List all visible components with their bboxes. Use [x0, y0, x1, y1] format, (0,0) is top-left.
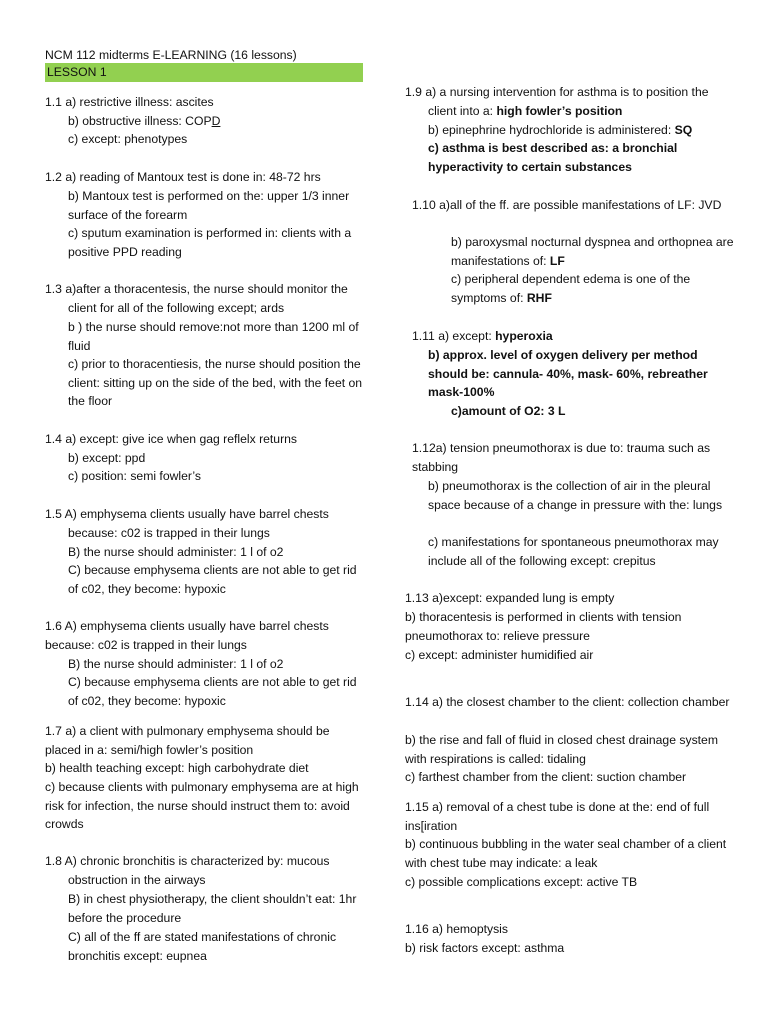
q1-14-a: 1.14 a) the closest chamber to the client: collection chamber [405, 695, 730, 709]
q1-15-c: c) possible complications except: active TB [405, 875, 638, 889]
q1-15-a: 1.15 a) removal of a chest tube is done at the: end of full ins[iration [405, 800, 710, 833]
q1-9-b: b) epinephrine hydrochloride is administered: SQ [428, 123, 693, 137]
q1-2-a: 1.2 a) reading of Mantoux test is done in: 48-72 hrs [45, 170, 321, 184]
q1-7-b: b) health teaching except: high carbohydrate diet [45, 761, 309, 775]
q1-3-c: c) prior to thoracentiesis, the nurse should position the client: sitting up on the side of the bed, with the feet on the floor [68, 357, 363, 409]
q1-10-c: c) peripheral dependent edema is one of the symptoms of: RHF [451, 272, 691, 305]
q1-1-b: b) obstructive illness: COPD [68, 114, 221, 128]
q1-15-b: b) continuous bubbling in the water seal chamber of a client with chest tube may indicate: a leak [405, 837, 727, 870]
q1-14-c: c) farthest chamber from the client: suction chamber [405, 770, 687, 784]
q1-2-b: b) Mantoux test is performed on the: upper 1/3 inner surface of the forearm [68, 189, 350, 222]
q1-10-b: b) paroxysmal nocturnal dyspnea and orthopnea are manifestations of: LF [451, 235, 734, 268]
q1-13-b: b) thoracentesis is performed in clients with tension pneumothorax to: relieve pressure [405, 610, 682, 643]
q1-5-a: 1.5 A) emphysema clients usually have barrel chests because: c02 is trapped in their lungs [45, 507, 329, 540]
q1-5-c: C) because emphysema clients are not able to get rid of c02, they become: hypoxic [68, 563, 357, 596]
q1-12-a: 1.12a) tension pneumothorax is due to: trauma such as stabbing [412, 441, 711, 474]
q1-1-c: c) except: phenotypes [68, 132, 188, 146]
q1-8-a: 1.8 A) chronic bronchitis is characterized by: mucous obstruction in the airways [45, 854, 330, 887]
q1-8-c: C) all of the ff are stated manifestations of chronic bronchitis except: eupnea [68, 930, 337, 963]
q1-9-c: c) asthma is best described as: a bronchial hyperactivity to certain substances [428, 141, 678, 174]
q1-12-b: b) pneumothorax is the collection of air in the pleural space because of a change in pressure with the: lungs [428, 479, 723, 512]
q1-5-b: B) the nurse should administer: 1 l of o2 [68, 545, 284, 559]
q1-9-a: 1.9 a) a nursing intervention for asthma is to position the client into a: high fowler’s position [405, 85, 709, 118]
q1-16-a: 1.16 a) hemoptysis [405, 922, 508, 936]
q1-8-b: B) in chest physiotherapy, the client shouldn’t eat: 1hr before the procedure [68, 892, 357, 925]
q1-2-c: c) sputum examination is performed in: clients with a positive PPD reading [68, 226, 352, 259]
q1-6-a: 1.6 A) emphysema clients usually have barrel chests because: c02 is trapped in their lungs [45, 619, 329, 652]
q1-13-c: c) except: administer humidified air [405, 648, 594, 662]
q1-11-b: b) approx. level of oxygen delivery per method should be: cannula- 40%, mask- 60%, rebreather mask-100% [428, 348, 708, 400]
document-title: NCM 112 midterms E-LEARNING (16 lessons) [45, 48, 297, 62]
q1-16-b: b) risk factors except: asthma [405, 941, 565, 955]
q1-6-b: B) the nurse should administer: 1 l of o2 [68, 657, 284, 671]
q1-4-c: c) position: semi fowler’s [68, 469, 201, 483]
q1-12-c: c) manifestations for spontaneous pneumothorax may include all of the following except: crepitus [428, 535, 719, 568]
q1-3-a: 1.3 a)after a thoracentesis, the nurse should monitor the client for all of the following except; ards [45, 282, 348, 315]
q1-1-a: 1.1 a) restrictive illness: ascites [45, 95, 214, 109]
q1-11-c: c)amount of O2: 3 L [451, 404, 566, 418]
q1-4-a: 1.4 a) except: give ice when gag reflelx returns [45, 432, 298, 446]
q1-7-c: c) because clients with pulmonary emphysema are at high risk for infection, the nurse should instruct them to: avoid crowds [45, 780, 359, 832]
q1-14-b: b) the rise and fall of fluid in closed chest drainage system with respirations is called: tidaling [405, 733, 718, 766]
q1-13-a: 1.13 a)except: expanded lung is empty [405, 591, 615, 605]
q1-6-c: C) because emphysema clients are not able to get rid of c02, they become: hypoxic [68, 675, 357, 708]
lesson-heading: LESSON 1 [45, 63, 363, 82]
q1-4-b: b) except: ppd [68, 451, 146, 465]
q1-10-a: 1.10 a)all of the ff. are possible manifestations of LF: JVD [412, 198, 722, 212]
q1-3-b: b ) the nurse should remove:not more than 1200 ml of fluid [68, 320, 359, 353]
q1-11-a: 1.11 a) except: hyperoxia [412, 329, 553, 343]
q1-7-a: 1.7 a) a client with pulmonary emphysema should be placed in a: semi/high fowler’s position [45, 724, 330, 757]
